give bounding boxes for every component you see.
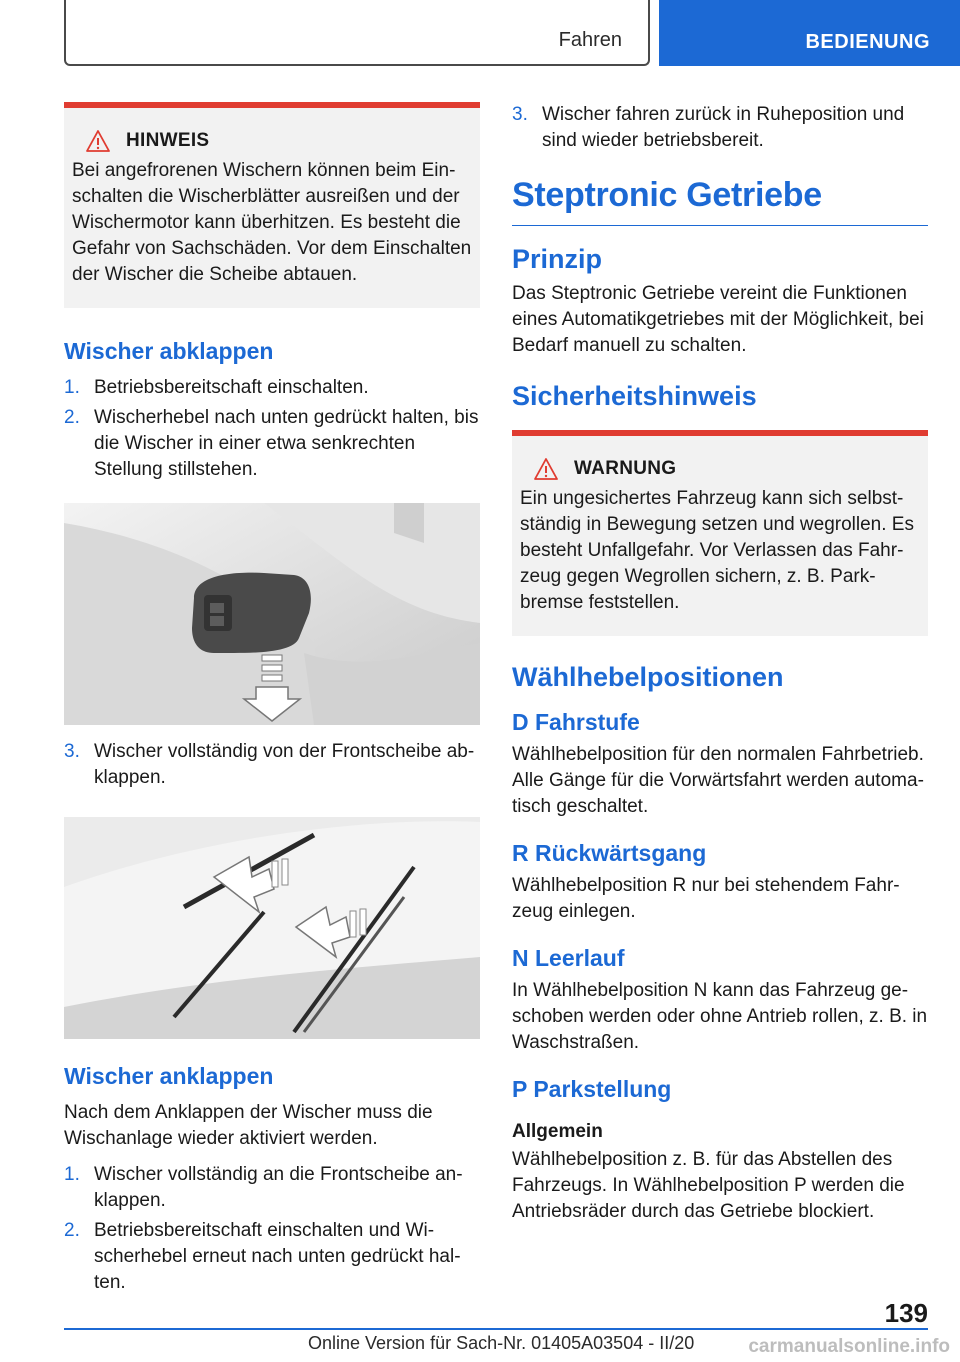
r-reverse-text: Wählhebelposition R nur bei stehendem Fahrzeug einlegen.	[512, 875, 900, 922]
heading-positions: Wählhebelpositionen	[512, 662, 784, 692]
warning-text: Ein ungesichertes Fahrzeug kann sich selbstständig in Bewegung setzen und wegrollen. Es besteht Unfallgefahr. Vor Verlassen das Fahrzeug gegen Wegrollen sichern, z. B. Parkbremse feststellen.	[520, 488, 914, 613]
header-chapter-tab	[659, 0, 960, 66]
heading-d-drive: D Fahrstufe	[512, 709, 640, 735]
notice-text: Bei angefrorenen Wischern können beim Einschalten die Wischerblätter ausreißen und der Wischermotor kann überhitzen. Es besteht die Gefahr von Sachschäden. Vor dem Einschalten der Wischer die Scheibe abtauen.	[72, 160, 472, 285]
warning-triangle-icon	[86, 130, 110, 152]
page-title: Steptronic Getriebe	[512, 176, 928, 226]
heading-fold-up: Wischer anklappen	[64, 1063, 274, 1089]
list-item	[512, 102, 928, 154]
fold-up-intro: Nach dem Anklappen der Wischer muss die Wischanlage wieder aktiviert werden.	[64, 1102, 433, 1149]
subheading-general: Allgemein	[512, 1121, 603, 1142]
fold-down-steps	[64, 375, 480, 483]
n-neutral-text: In Wählhebelposition N kann das Fahrzeug geschoben werden oder ohne Antrieb rollen, z. B. in Waschstraßen.	[512, 980, 928, 1053]
warning-triangle-icon	[534, 458, 558, 480]
page-number: 139	[884, 1298, 928, 1328]
list-item	[64, 405, 480, 483]
step-number: 2.	[64, 1220, 80, 1241]
warning-box	[512, 430, 928, 636]
step-number: 3.	[512, 104, 528, 125]
step-number: 2.	[64, 407, 80, 428]
d-drive-text: Wählhebelposition für den normalen Fahrbetrieb. Alle Gänge für die Vorwärtsfahrt werden automatisch geschaltet.	[512, 744, 924, 817]
step-text: Wischerhebel nach unten gedrückt halten, bis die Wischer in einer etwa senkrechten Stellung stillstehen.	[94, 407, 479, 480]
notice-box	[64, 102, 480, 308]
heading-principle: Prinzip	[512, 244, 603, 274]
warning-header	[520, 458, 920, 480]
header-section-box	[64, 0, 650, 66]
step-text: Wischer fahren zurück in Ruheposition und sind wieder betriebsbereit.	[542, 104, 905, 151]
list-item	[64, 1162, 480, 1214]
step-number: 3.	[64, 741, 80, 762]
right-column	[512, 102, 928, 1225]
step-number: 1.	[64, 377, 80, 398]
fold-down-steps-continued	[64, 739, 480, 791]
heading-fold-down: Wischer abklappen	[64, 338, 274, 364]
step-text: Betriebsbereitschaft einschalten und Wischerhebel erneut nach unten gedrückt halten.	[94, 1220, 461, 1293]
header-section-label: Fahren	[558, 29, 622, 51]
header-chapter-label: BEDIENUNG	[805, 31, 930, 53]
step-text: Wischer vollständig an die Frontscheibe anklappen.	[94, 1164, 463, 1211]
fold-up-steps-continued	[512, 102, 928, 154]
principle-text: Das Steptronic Getriebe vereint die Funktionen eines Automatikgetriebes mit der Möglichkeit, bei Bedarf manuell zu schalten.	[512, 283, 924, 356]
step-text: Betriebsbereitschaft einschalten.	[94, 377, 369, 398]
heading-n-neutral: N Leerlauf	[512, 945, 625, 971]
fold-up-steps	[64, 1162, 480, 1296]
list-item	[64, 1218, 480, 1296]
list-item	[64, 375, 480, 401]
wiper-lever-illustration	[64, 503, 480, 725]
notice-title: HINWEIS	[126, 130, 210, 151]
heading-p-park: P Parkstellung	[512, 1076, 672, 1102]
notice-header	[72, 130, 472, 152]
footer-divider	[64, 1328, 928, 1330]
left-column	[64, 102, 480, 1300]
footer-text: Online Version für Sach-Nr. 01405A03504 - II/20	[308, 1333, 695, 1353]
step-number: 1.	[64, 1164, 80, 1185]
heading-r-reverse: R Rückwärtsgang	[512, 840, 707, 866]
wiper-fold-illustration	[64, 817, 480, 1039]
heading-safety: Sicherheitshinweis	[512, 381, 757, 411]
p-park-text: Wählhebelposition z. B. für das Abstellen des Fahrzeugs. In Wählhebelposition P werden die Antriebsräder durch das Getriebe blockiert.	[512, 1149, 905, 1222]
list-item	[64, 739, 480, 791]
watermark-text: carmanualsonline.info	[748, 1336, 950, 1357]
warning-title: WARNUNG	[574, 458, 677, 479]
step-text: Wischer vollständig von der Frontscheibe abklappen.	[94, 741, 475, 788]
